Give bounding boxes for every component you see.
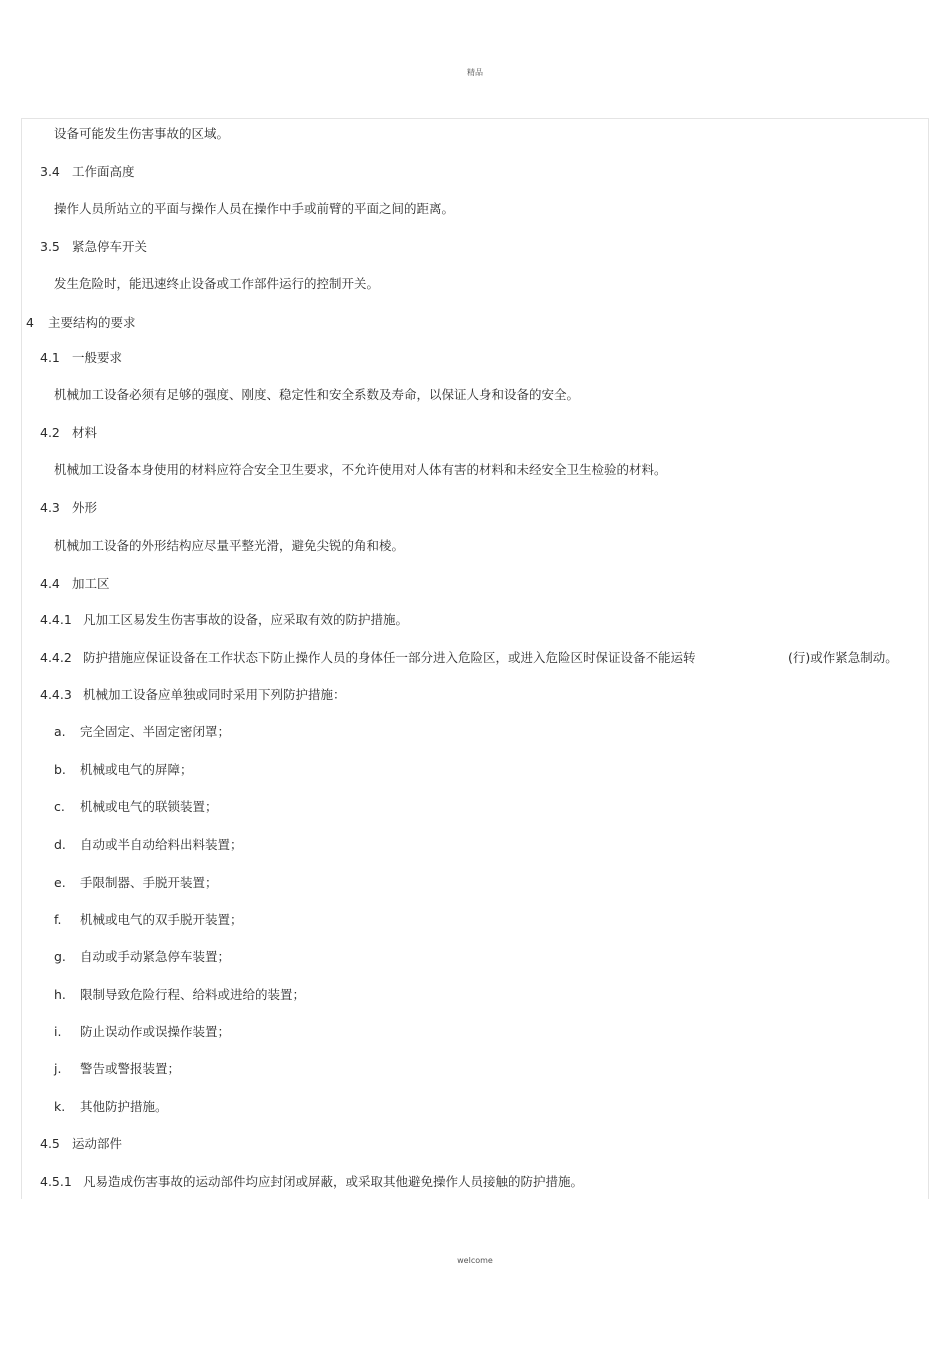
clause-number: 4.2 [40,425,60,440]
clause-number: 4.4.2 [40,650,72,665]
text-line [26,315,136,331]
clause-text-continuation: (行)或作紧急制动。 [788,650,898,665]
text-line [40,650,696,666]
text-line [54,201,454,217]
clause-number: j. [54,1061,62,1076]
clause-text: 自动或半自动给料出料装置； [80,837,243,852]
clause-text: 主要结构的要求 [48,315,136,330]
clause-number: 3.4 [40,164,60,179]
clause-text: 防护措施应保证设备在工作状态下防止操作人员的身体任一部分进入危险区，或进入危险区时保证设备不能运转 [83,650,696,665]
text-line [40,612,408,628]
clause-text: 限制导致危险行程、给料或进给的装置； [80,987,306,1002]
clause-number: 4.4 [40,576,60,591]
text-line [40,239,147,255]
clause-number: d. [54,837,66,852]
clause-number: a. [54,724,66,739]
clause-text: 操作人员所站立的平面与操作人员在操作中手或前臂的平面之间的距离。 [54,201,455,216]
text-line [40,500,97,516]
text-line [54,837,243,853]
clause-number: k. [54,1099,66,1114]
text-line [40,1174,583,1190]
text-line [54,724,230,740]
clause-text: 紧急停车开关 [72,239,148,254]
clause-text: 设备可能发生伤害事故的区域。 [54,126,230,141]
text-line [54,799,218,815]
clause-text: 警告或警报装置； [80,1061,181,1076]
clause-number: 4.1 [40,350,60,365]
clause-text: 加工区 [72,576,110,591]
clause-text: 机械或电气的屏障； [80,762,193,777]
clause-text: 外形 [72,500,98,515]
clause-text: 凡加工区易发生伤害事故的设备，应采取有效的防护措施。 [83,612,409,627]
clause-number: 4.5 [40,1136,60,1151]
text-line [40,576,110,592]
text-line [54,387,579,403]
clause-text: 一般要求 [72,350,123,365]
text-line [54,126,229,142]
clause-number: 4.4.1 [40,612,72,627]
text-line [54,949,230,965]
clause-text: 防止误动作或误操作装置； [80,1024,231,1039]
clause-text: 发生危险时，能迅速终止设备或工作部件运行的控制开关。 [54,276,380,291]
clause-number: 4.4.3 [40,687,72,702]
text-line [54,1099,168,1115]
text-line [54,912,243,928]
clause-text: 工作面高度 [72,164,135,179]
clause-text: 机械或电气的双手脱开装置； [80,912,243,927]
clause-number: g. [54,949,66,964]
clause-text: 机械或电气的联锁装置； [80,799,218,814]
clause-number: h. [54,987,66,1002]
text-line [54,1024,230,1040]
text-line [40,164,135,180]
page-footer-mark: welcome [457,1256,493,1265]
text-line [54,1061,180,1077]
clause-text: 机械加工设备的外形结构应尽量平整光滑，避免尖锐的角和棱。 [54,538,405,553]
clause-text: 机械加工设备本身使用的材料应符合安全卫生要求，不允许使用对人体有害的材料和未经安全卫生检验的材料。 [54,462,667,477]
clause-text: 运动部件 [72,1136,123,1151]
clause-number: 3.5 [40,239,60,254]
clause-text: 机械加工设备必须有足够的强度、刚度、稳定性和安全系数及寿命，以保证人身和设备的安全。 [54,387,580,402]
clause-text: 其他防护措施。 [80,1099,168,1114]
text-line [40,425,97,441]
text-line [40,687,346,703]
clause-number: 4 [26,315,34,330]
clause-number: f. [54,912,62,927]
clause-number: 4.3 [40,500,60,515]
clause-text: 完全固定、半固定密闭罩； [80,724,231,739]
text-line [54,875,218,891]
clause-number: b. [54,762,66,777]
text-line [54,987,305,1003]
clause-text: 材料 [72,425,98,440]
text-line [54,538,404,554]
page-header-mark: 精品 [467,68,483,77]
clause-number: i. [54,1024,62,1039]
text-line [54,462,667,478]
clause-text: 自动或手动紧急停车装置； [80,949,231,964]
text-line [54,276,379,292]
clause-text: 手限制器、手脱开装置； [80,875,218,890]
text-line [54,762,193,778]
clause-text: 机械加工设备应单独或同时采用下列防护措施： [83,687,346,702]
clause-number: e. [54,875,66,890]
clause-number: c. [54,799,65,814]
clause-number: 4.5.1 [40,1174,72,1189]
text-line [40,1136,122,1152]
clause-text: 凡易造成伤害事故的运动部件均应封闭或屏蔽，或采取其他避免操作人员接触的防护措施。 [83,1174,584,1189]
text-line [40,350,122,366]
